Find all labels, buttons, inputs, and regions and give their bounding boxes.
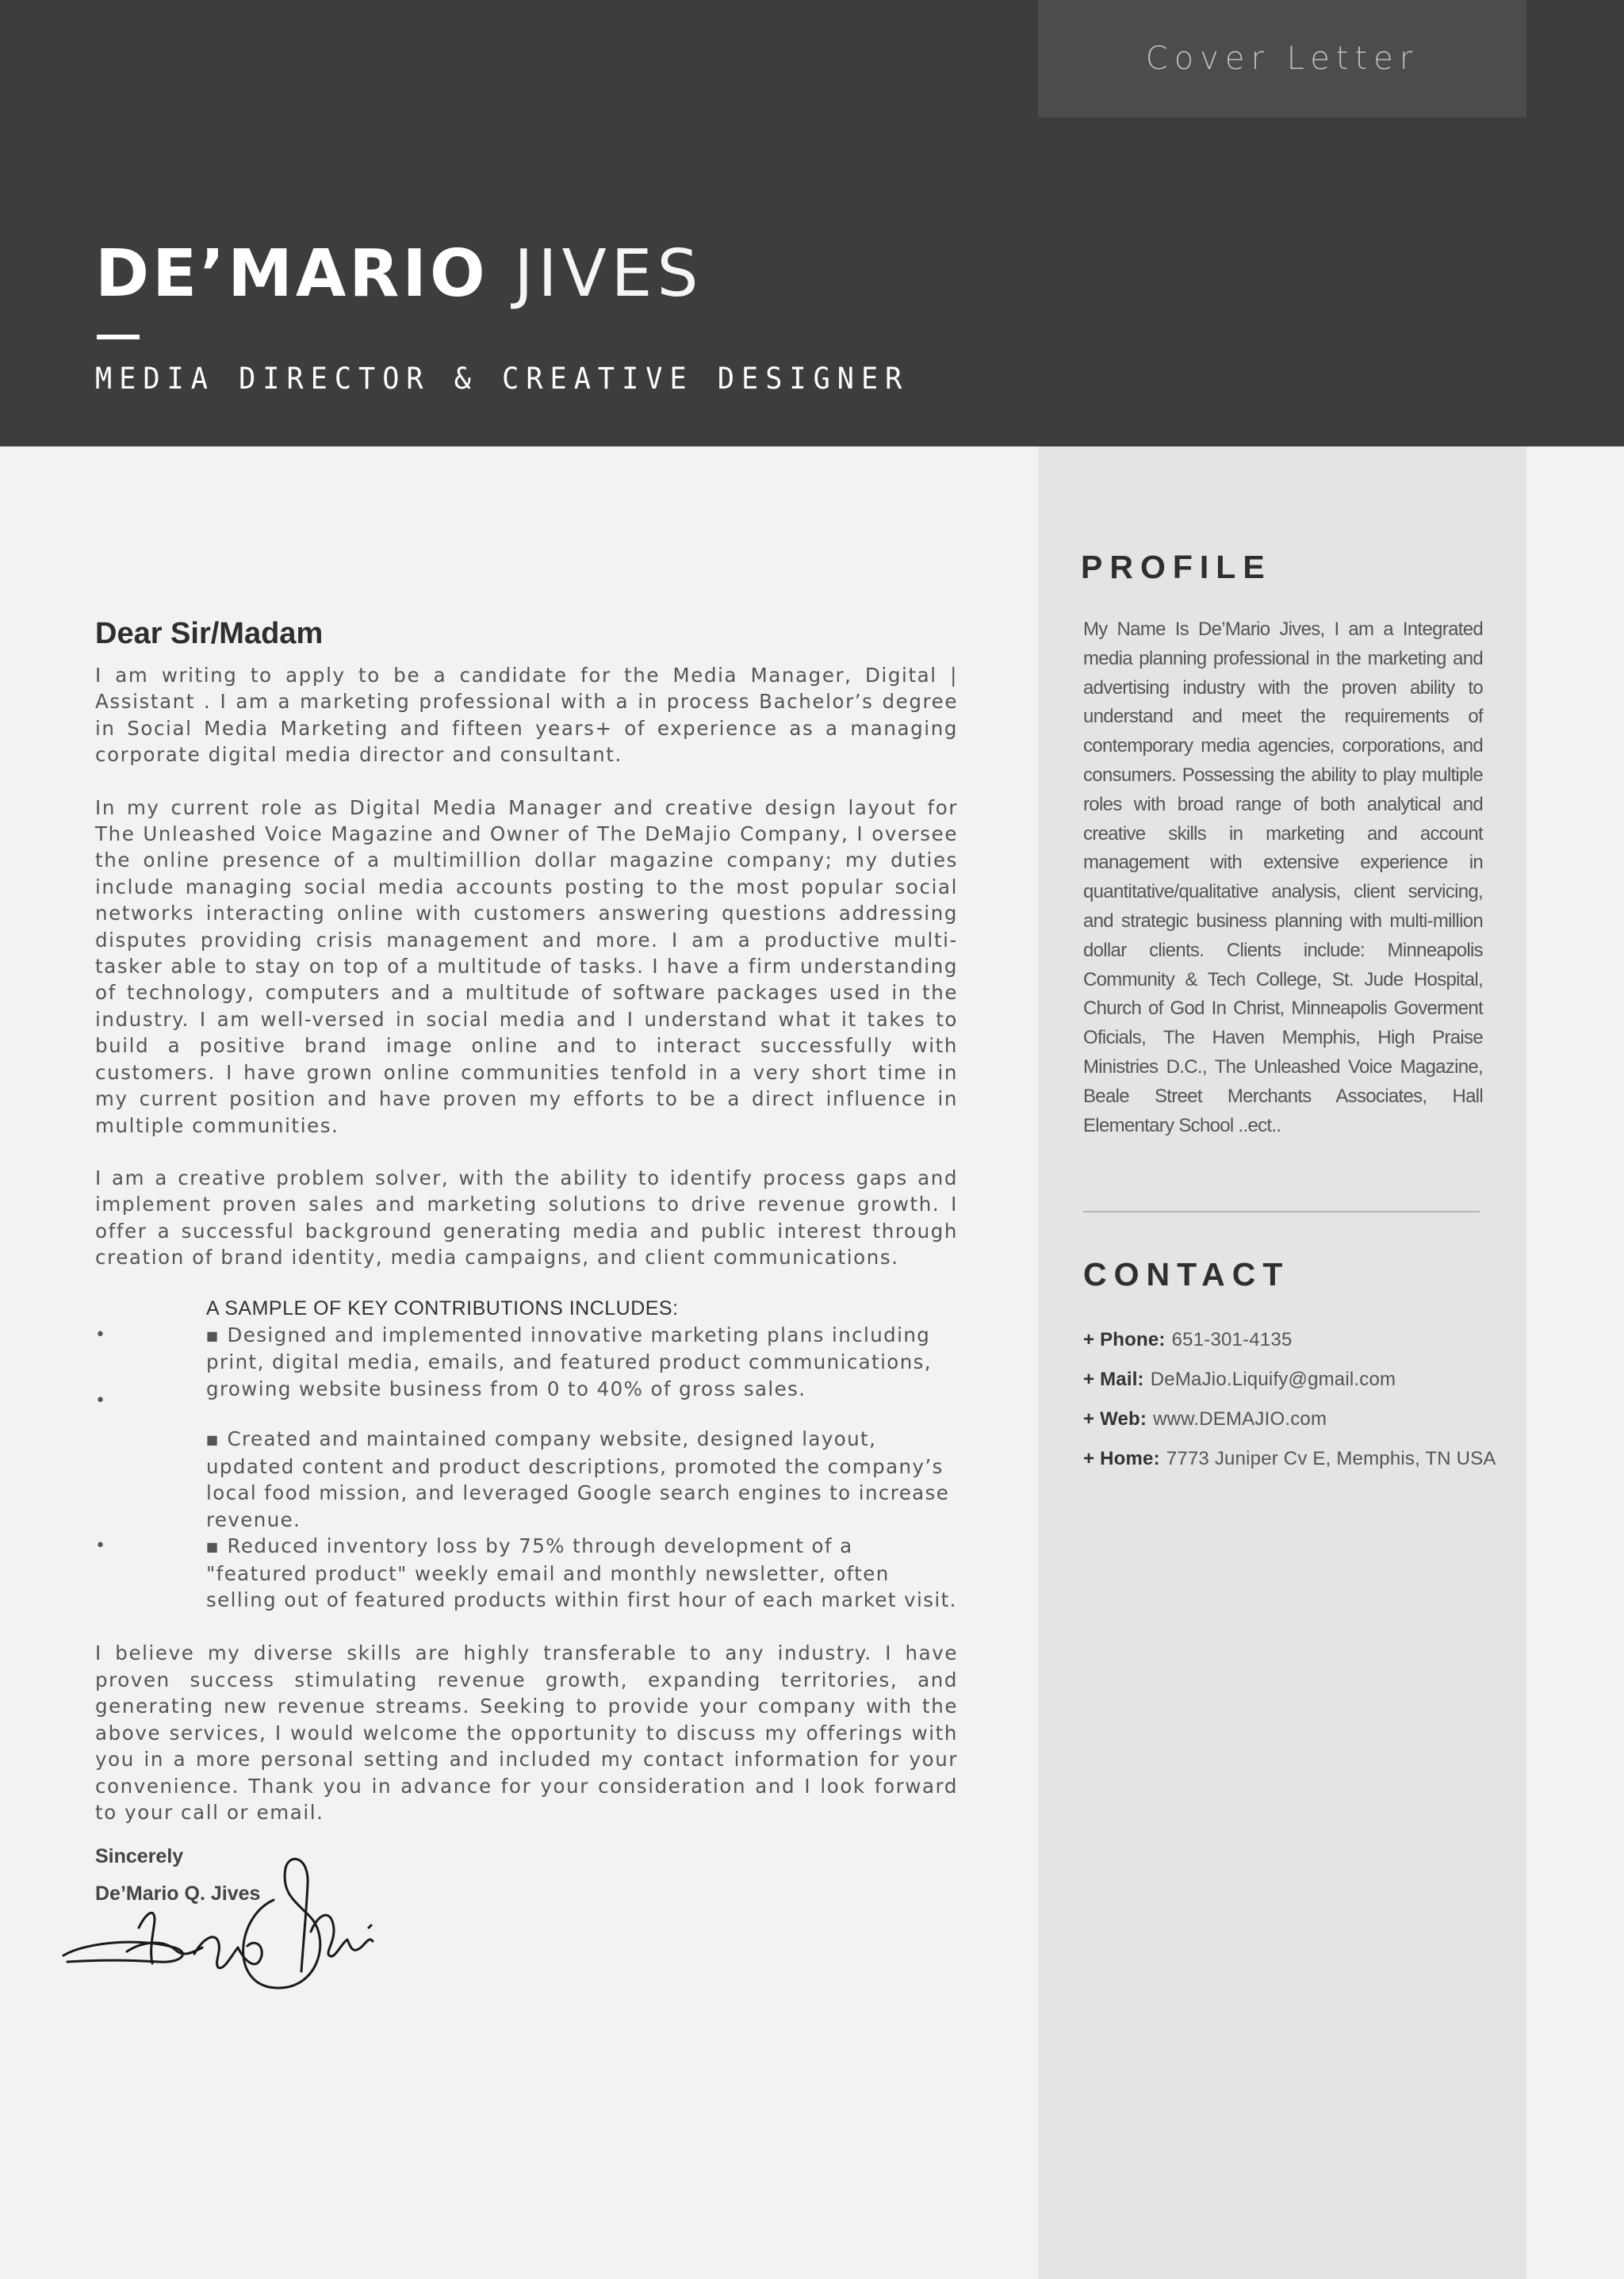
contribution-text: Created and maintained company website, designed layout, updated content and product descriptions, promoted the company’s local food mission, and leveraged Google search engines to increase revenue.	[206, 1427, 950, 1531]
contribution-text: Designed and implemented innovative marketing plans including print, digital media, emails, and featured product communications, growing website business from 0 to 40% of gross sales.	[206, 1323, 932, 1400]
profile-text: My Name Is De’Mario Jives, I am a Integrated media planning professional in the marketing and advertising industry with the proven ability to understand and meet the requirements of contemporary media agencies, corporations, and consumers. Possessing the ability to play multiple roles with broad range of both analytical and creative skills in marketing and account management with extensive experience in quantitative/qualitative analysis, client servicing, and strategic business planning with multi-million dollar clients. Clients include: Minneapolis Community & Tech College, St. Jude Hospital, Church of God In Christ, Minneapolis Goverment Oficials, The Haven Memphis, High Praise Ministries D.C., The Unleashed Voice Magazine, Beale Street Merchants Associates, Hall Elementary School ..ect..	[1083, 619, 1483, 1136]
title-divider	[97, 335, 140, 339]
contribution-text: Reduced inventory loss by 75% through development of a "featured product" weekly email and monthly newsletter, often selling out of featured products within first hour of each market visit.	[206, 1534, 957, 1612]
letter-paragraph-skills: I am a creative problem solver, with the ability to identify process gaps and implement proven sales and marketing solutions to drive revenue growth. I offer a successful background generating media and public interest through creation of brand identity, media campaigns, and client communications.	[95, 1166, 958, 1270]
contact-home-value: 7773 Juniper Cv E, Memphis, TN USA	[1166, 1448, 1496, 1469]
bullet-dot-icon: •	[95, 1391, 107, 1411]
contributions-title: A SAMPLE OF KEY CONTRIBUTIONS INCLUDES:	[206, 1297, 679, 1320]
contact-list	[1083, 1320, 1496, 1479]
sidebar-divider	[1083, 1211, 1480, 1212]
contact-mail	[1083, 1360, 1496, 1400]
contribution-item	[95, 1322, 958, 1403]
square-bullet-icon: ■	[206, 1327, 220, 1343]
handwritten-signature	[56, 1852, 436, 2019]
contact-mail-label: + Mail:	[1083, 1369, 1144, 1390]
contact-web-value[interactable]: www.DEMAJIO.com	[1153, 1408, 1327, 1430]
signoff: Sincerely	[95, 1845, 184, 1867]
contact-home	[1083, 1439, 1496, 1479]
contribution-item	[95, 1533, 958, 1614]
first-name: DE’MARIO	[95, 236, 488, 312]
cover-letter-tab	[1038, 0, 1526, 117]
contact-web-label: + Web:	[1083, 1408, 1147, 1430]
signer-name: De’Mario Q. Jives	[95, 1883, 261, 1905]
contact-phone-label: + Phone:	[1083, 1329, 1166, 1350]
profile-heading: PROFILE	[1081, 549, 1272, 585]
contact-web	[1083, 1400, 1496, 1439]
letter-paragraph-role: In my current role as Digital Media Manager and creative design layout for The Unleashed Voice Magazine and Owner of The DeMajio Company, I oversee the online presence of a multimillion dollar magazine company; my duties include managing social media accounts posting to the most popular social networks interacting online with customers answering questions addressing disputes providing crisis management and more. I am a productive multi-tasker able to stay on top of a multitude of tasks. I have a firm understanding of technology, computers and a multitude of software packages used in the industry. I am well-versed in social media and I understand what it takes to build a positive brand image online and to interact successfully with customers. I have grown online communities tenfold in a very short time in my current position and have proven my efforts to be a direct influence in multiple communities.	[95, 795, 958, 1137]
contributions-list	[95, 1297, 958, 1614]
letter-body	[95, 617, 958, 1852]
cover-letter-tab-label: Cover Letter	[1145, 40, 1419, 77]
bullet-dot-icon: •	[95, 1324, 107, 1345]
square-bullet-icon: ■	[206, 1432, 220, 1448]
contact-home-label: + Home:	[1083, 1448, 1160, 1469]
letter-paragraph-intro: I am writing to apply to be a candidate for the Media Manager, Digital | Assistant . I am a marketing professional with a in process Bachelor’s degree in Social Media Marketing and fifteen years+ of experience as a managing corporate digital media director and consultant.	[95, 664, 958, 767]
letter-paragraph-closing: I believe my diverse skills are highly transferable to any industry. I have proven success stimulating revenue growth, expanding territories, and generating new revenue streams. Seeking to provide your company with the above services, I would welcome the opportunity to discuss my offerings with you in a more personal setting and included my contact information for your convenience. Thank you in advance for your consideration and I look forward to your call or email.	[95, 1641, 958, 1824]
salutation: Dear Sir/Madam	[95, 617, 324, 650]
contact-heading: CONTACT	[1083, 1256, 1290, 1293]
job-title: MEDIA DIRECTOR & CREATIVE DESIGNER	[95, 362, 910, 396]
header-banner	[0, 0, 1624, 446]
contribution-item	[95, 1391, 958, 1533]
bullet-dot-icon: •	[95, 1535, 107, 1556]
last-name: JIVES	[514, 236, 703, 312]
contact-mail-value[interactable]: DeMaJio.Liquify@gmail.com	[1150, 1369, 1396, 1390]
applicant-name	[95, 236, 703, 312]
square-bullet-icon: ■	[206, 1539, 220, 1555]
contact-phone-value[interactable]: 651-301-4135	[1171, 1329, 1293, 1350]
contact-phone	[1083, 1320, 1496, 1360]
